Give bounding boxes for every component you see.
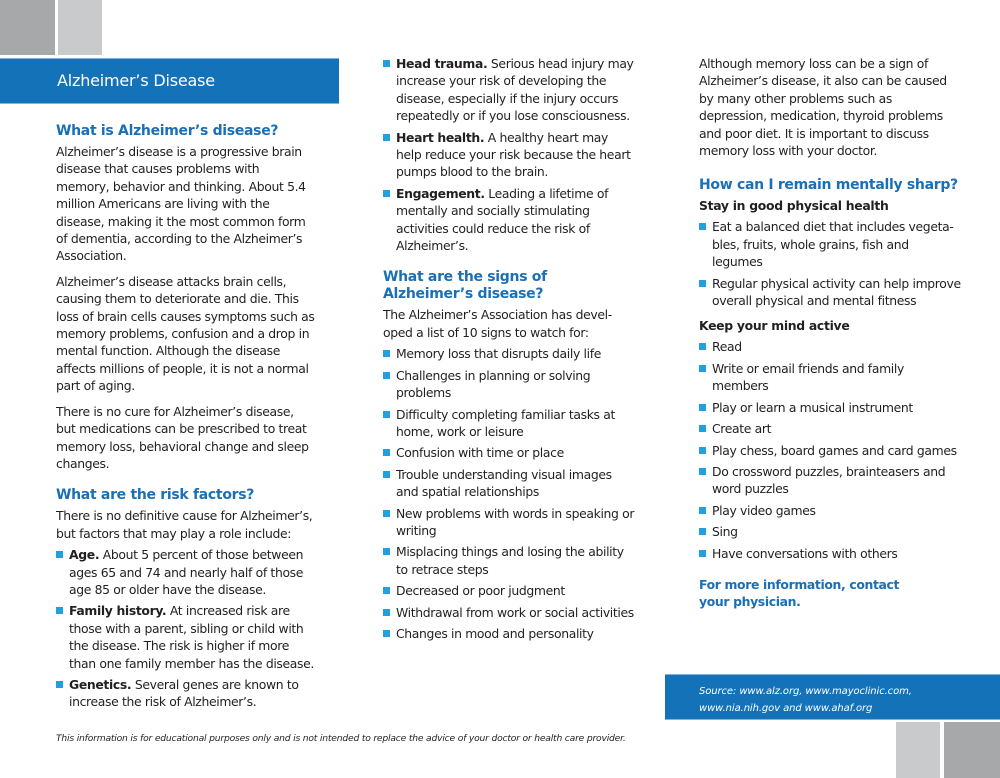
paragraph: Alzheimer’s disease attacks brain cells, causing them to deteriorate and die. This loss of brain cells causes symptoms such as memory problems, confusion and a drop in mental function. Although the disease affects millions of people, it is not a normal part of aging. <box>56 273 315 394</box>
section-heading-what-is: What is Alzheimer’s disease? <box>56 123 279 139</box>
bullet-square-icon <box>699 447 706 454</box>
item-text: Eat a balanced diet that includes vegeta-bles, fruits, whole grains, fish and legumes <box>712 219 954 270</box>
list-item <box>383 367 635 402</box>
column-3 <box>699 55 961 610</box>
bullet-square-icon <box>699 528 706 535</box>
cta-line: For more information, contact <box>699 576 900 592</box>
list-item <box>383 625 635 642</box>
section-heading-mentally-sharp: How can I remain mentally sharp? <box>699 177 958 194</box>
risk-term: Genetics. <box>69 676 132 692</box>
risk-term: Heart health. <box>396 129 485 145</box>
list-item <box>383 604 635 621</box>
bullet-square-icon <box>699 365 706 372</box>
sign-text: Changes in mood and personality <box>396 625 594 641</box>
bullet-square-icon <box>699 280 706 287</box>
bullet-square-icon <box>383 449 390 456</box>
sign-text: Memory loss that disrupts daily life <box>396 346 602 362</box>
sign-text: New problems with words in speaking or writing <box>396 505 635 538</box>
bullet-square-icon <box>383 134 390 141</box>
list-item <box>383 543 635 578</box>
bullet-square-icon <box>383 190 390 197</box>
list-item <box>699 523 961 540</box>
list-item <box>699 420 961 437</box>
risk-term: Head trauma. <box>396 56 488 71</box>
sign-text: Confusion with time or place <box>396 445 564 461</box>
list-item <box>699 399 961 416</box>
bullet-square-icon <box>56 681 63 688</box>
bullet-square-icon <box>699 425 706 432</box>
paragraph: Alzheimer’s disease is a progressive brain disease that causes problems with memory, behavior and thinking. About 5.4 million Americans are living with the disease, making it the most common form of dementia, according to the Alzheimer’s Association. <box>56 144 306 264</box>
sign-text: Misplacing things and losing the ability to retrace steps <box>396 544 624 577</box>
bullet-square-icon <box>383 587 390 594</box>
bullet-square-icon <box>699 468 706 475</box>
list-item <box>56 676 316 711</box>
column-2 <box>383 55 635 646</box>
heading-line: Alzheimer’s disease? <box>383 286 544 303</box>
risk-text: A healthy heart may help reduce your risk because the heart pumps blood to the brain. <box>396 129 631 180</box>
decorative-block-dark <box>0 0 55 55</box>
bullet-square-icon <box>383 630 390 637</box>
item-text: Regular physical activity can help improve overall physical and mental fitness <box>712 275 961 309</box>
signs-intro: The Alzheimer’s Association has devel-oped a list of 10 signs to watch for: <box>383 307 612 340</box>
bullet-square-icon <box>699 343 706 350</box>
list-item <box>383 466 635 501</box>
bullet-square-icon <box>383 510 390 517</box>
item-text: Do crossword puzzles, brainteasers and word puzzles <box>712 463 946 497</box>
list-item <box>383 444 635 461</box>
risk-factor-list <box>56 546 316 711</box>
list-item <box>699 545 961 562</box>
bullet-square-icon <box>56 551 63 558</box>
item-text: Play chess, board games and card games <box>712 442 957 458</box>
bullet-square-icon <box>699 550 706 557</box>
section-heading-risk-factors: What are the risk factors? <box>56 487 255 504</box>
list-item <box>383 406 635 441</box>
item-text: Create art <box>712 421 772 437</box>
decorative-block-light <box>896 722 940 778</box>
cta-line: your physician. <box>699 593 801 609</box>
bullet-square-icon <box>383 350 390 357</box>
heading-line: What are the signs of <box>383 269 547 286</box>
decorative-block-light <box>58 0 102 55</box>
list-item <box>56 546 316 598</box>
mind-active-list <box>699 338 961 561</box>
disclaimer: This information is for educational purposes only and is not intended to replace the advice of your doctor or health care provider. <box>56 733 626 744</box>
sign-text: Withdrawal from work or social activities <box>396 604 634 620</box>
source-line: Source: www.alz.org, www.mayoclinic.com, <box>699 686 912 697</box>
bullet-square-icon <box>383 60 390 67</box>
item-text: Have conversations with others <box>712 545 898 561</box>
item-text: Play video games <box>712 502 816 518</box>
risk-term: Age. <box>69 547 100 563</box>
list-item <box>699 502 961 519</box>
bullet-square-icon <box>699 404 706 411</box>
list-item <box>383 129 635 181</box>
list-item <box>699 442 961 459</box>
bullet-square-icon <box>699 507 706 514</box>
section-heading-signs <box>383 269 635 303</box>
list-item <box>383 55 635 125</box>
page-title: Alzheimer’s Disease <box>57 71 215 90</box>
subheading-mind-active: Keep your mind active <box>699 318 850 334</box>
memory-loss-note: Although memory loss can be a sign of Alzheimer’s disease, it also can be caused by many other problems such as depression, medication, thyroid problems and poor diet. It is important to discuss memory loss with your doctor. <box>699 56 947 159</box>
bullet-square-icon <box>56 607 63 614</box>
source-banner <box>665 674 1000 720</box>
risk-text: Several genes are known to increase the risk of Alzheimer’s. <box>69 676 299 710</box>
sign-text: Challenges in planning or solving problems <box>396 367 591 401</box>
paragraph: There is no cure for Alzheimer’s disease, but medications can be prescribed to treat memory loss, behavioral change and sleep changes. <box>56 403 309 471</box>
decorative-block-dark <box>944 722 1000 778</box>
item-text: Read <box>712 339 742 355</box>
risk-text: At increased risk are those with a parent, sibling or child with the disease. The risk is higher if more than one family member has the disease. <box>69 603 315 671</box>
risk-intro: There is no definitive cause for Alzheimer’s, but factors that may play a role include: <box>56 508 313 541</box>
risk-text: Leading a lifetime of mentally and socially stimulating activities could reduce the risk of Alzheimer’s. <box>396 185 609 254</box>
list-item <box>699 275 961 310</box>
risk-text: Serious head injury may increase your risk of developing the disease, especially if the injury occurs repeatedly or if you lose consciousness. <box>396 56 634 124</box>
sign-text: Trouble understanding visual images and spatial relationships <box>396 466 612 500</box>
risk-term: Engagement. <box>396 185 485 201</box>
subheading-physical-health: Stay in good physical health <box>699 198 889 214</box>
item-text: Play or learn a musical instrument <box>712 399 913 415</box>
list-item <box>383 185 635 255</box>
physical-health-list <box>699 218 961 309</box>
contact-physician-callout <box>699 576 961 610</box>
risk-term: Family history. <box>69 603 167 619</box>
sign-text: Difficulty completing familiar tasks at home, work or leisure <box>396 406 615 439</box>
item-text: Write or email friends and family members <box>712 360 904 394</box>
bullet-square-icon <box>383 471 390 478</box>
source-text <box>699 683 989 717</box>
risk-factor-list-continued <box>383 55 635 254</box>
signs-list <box>383 345 635 642</box>
bullet-square-icon <box>383 548 390 555</box>
title-banner <box>0 58 339 104</box>
bullet-square-icon <box>383 411 390 418</box>
list-item <box>699 463 961 498</box>
sign-text: Decreased or poor judgment <box>396 583 565 599</box>
list-item <box>699 338 961 355</box>
list-item <box>699 360 961 395</box>
list-item <box>699 218 961 270</box>
bullet-square-icon <box>699 223 706 230</box>
bullet-square-icon <box>383 372 390 379</box>
list-item <box>383 345 635 362</box>
bullet-square-icon <box>383 609 390 616</box>
source-line: www.nia.nih.gov and www.ahaf.org <box>699 703 873 714</box>
column-1 <box>56 123 316 715</box>
list-item <box>383 582 635 599</box>
list-item <box>56 602 316 672</box>
item-text: Sing <box>712 524 738 540</box>
risk-text: About 5 percent of those between ages 65 and 74 and nearly half of those age 85 or older have the disease. <box>69 547 304 597</box>
list-item <box>383 505 635 540</box>
